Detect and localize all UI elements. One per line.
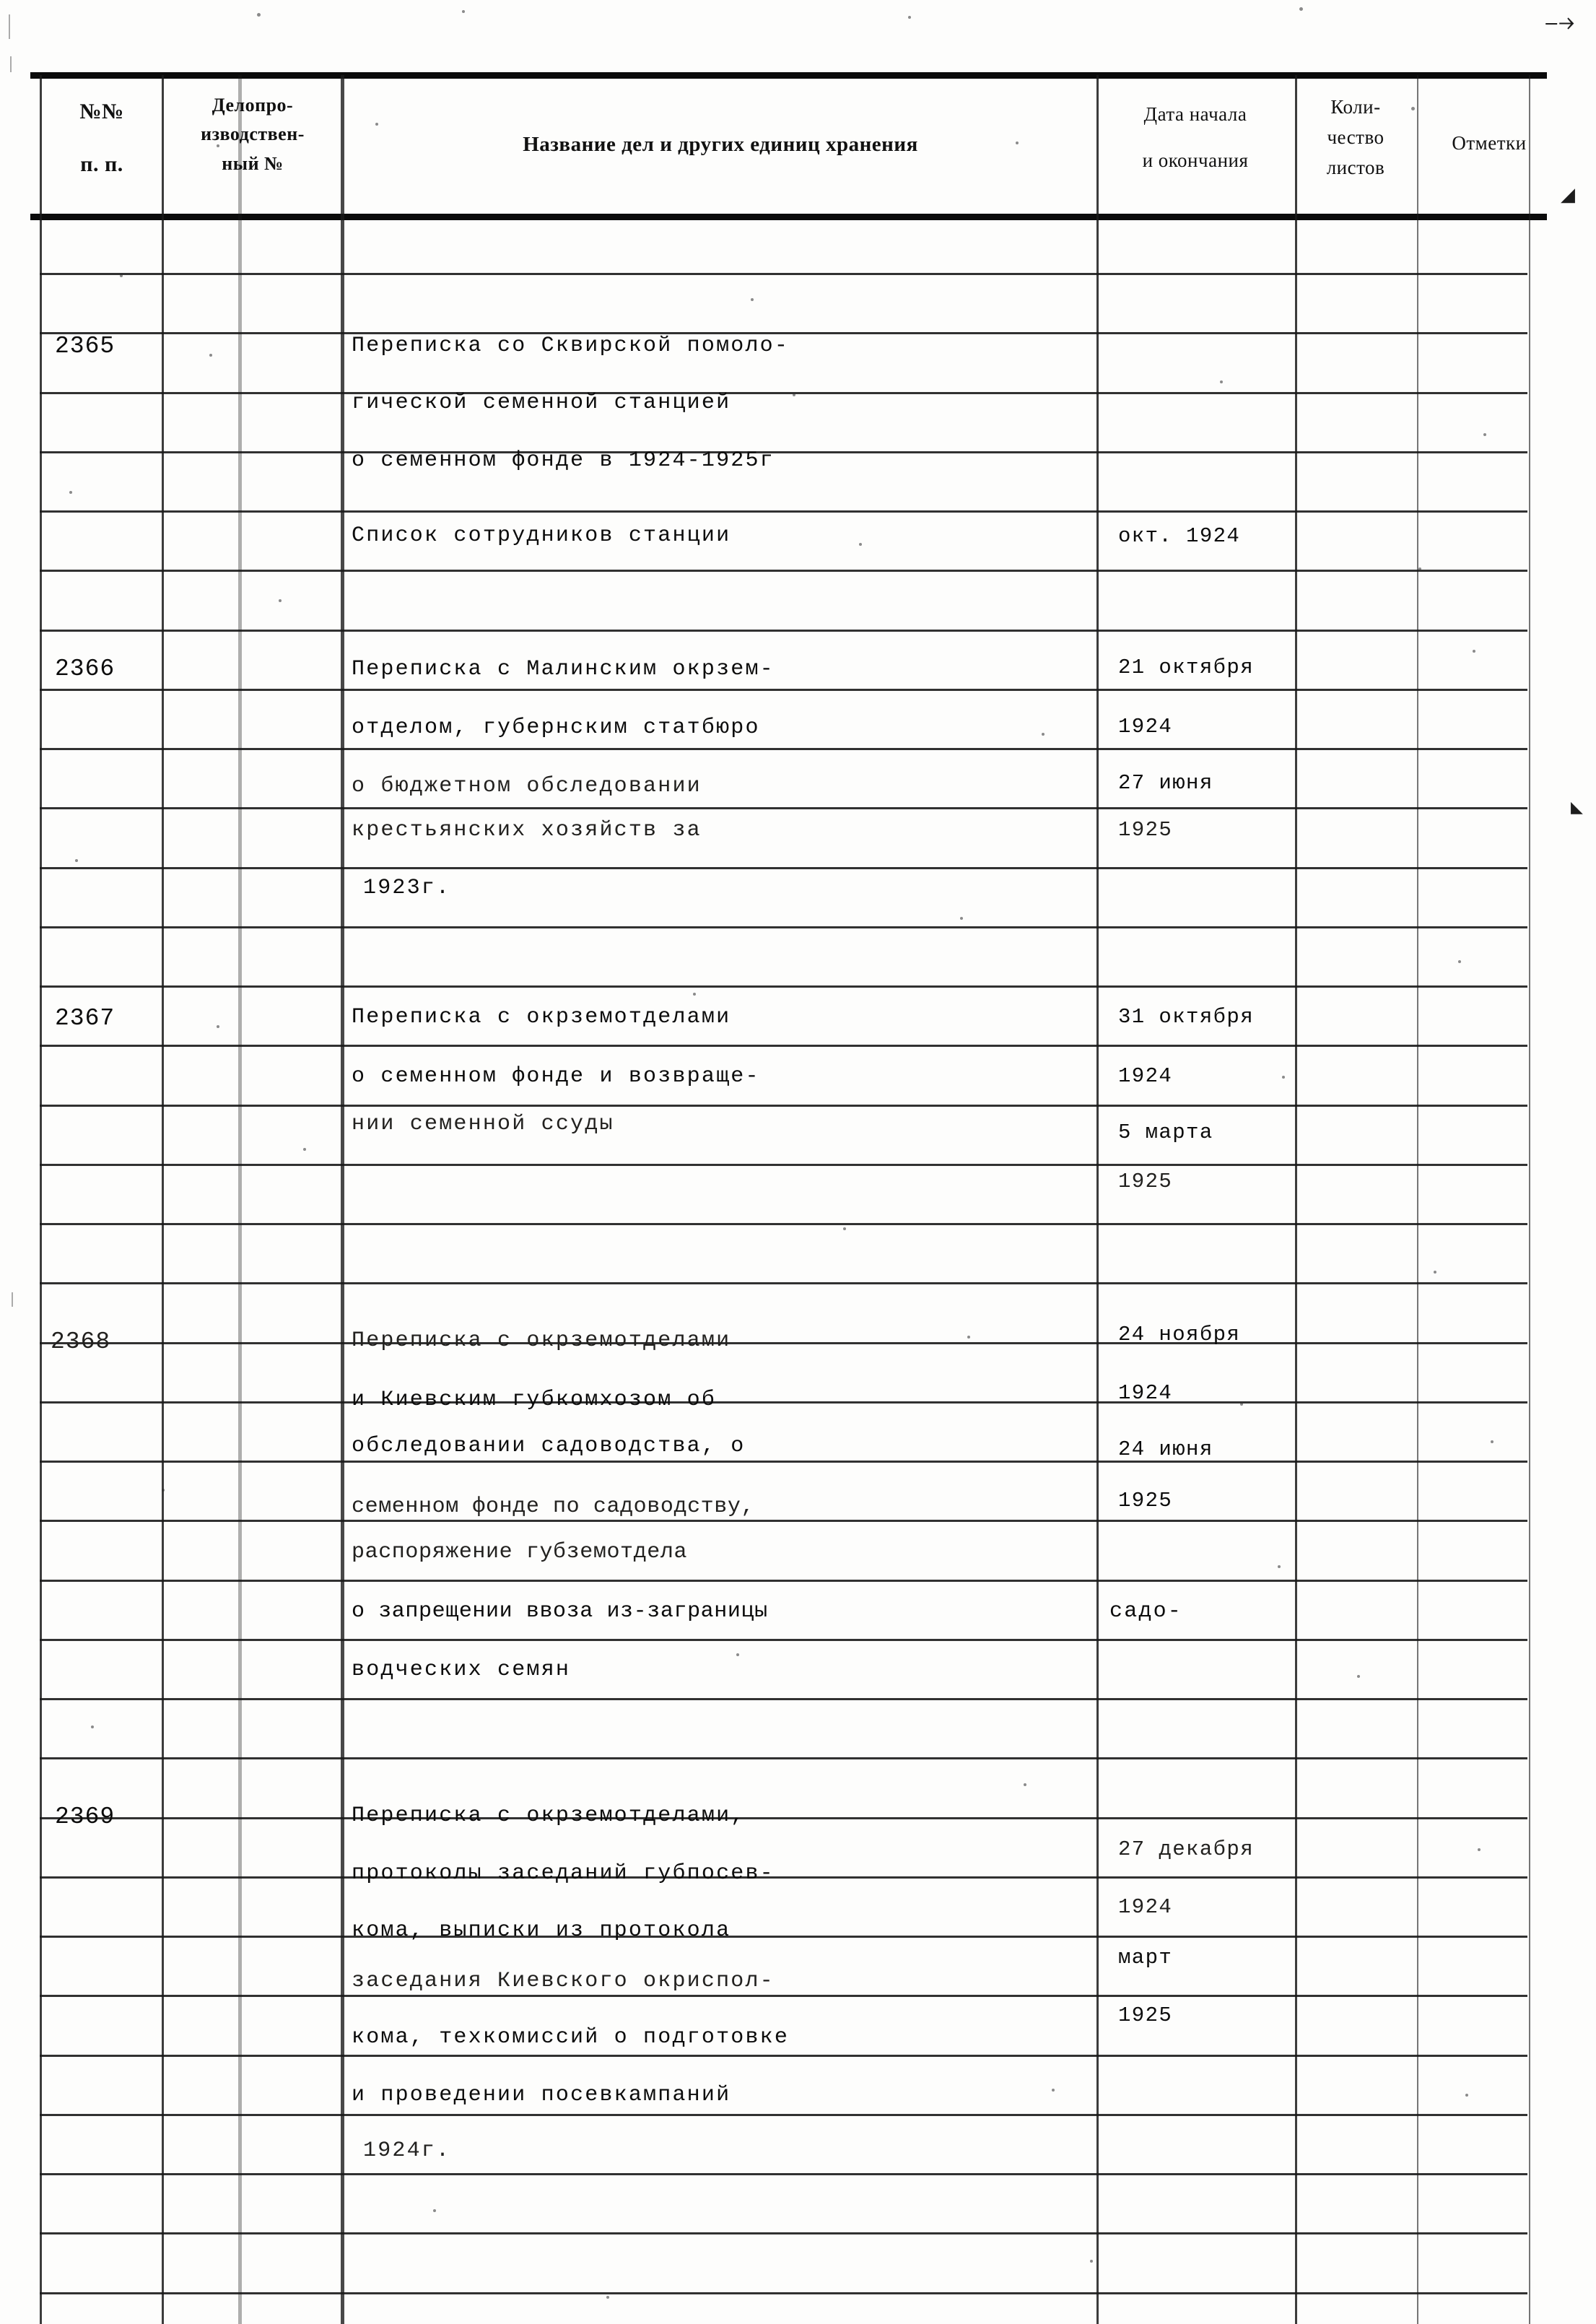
paper-speck bbox=[1465, 2094, 1468, 2097]
paper-speck bbox=[91, 1725, 94, 1728]
margin-tick bbox=[9, 14, 10, 39]
row-title-line: Переписка с окрземотделами, bbox=[352, 1803, 746, 1828]
paper-speck bbox=[859, 543, 862, 546]
row-title-line: заседания Киевского окриспол- bbox=[352, 1969, 775, 1993]
row-title-line: о семенном фонде и возвраще- bbox=[352, 1064, 760, 1089]
column-header-number bbox=[42, 95, 162, 181]
paper-speck bbox=[1458, 960, 1461, 963]
column-border-date bbox=[1096, 75, 1099, 2324]
row-date-line: 5 марта bbox=[1118, 1120, 1213, 1144]
column-border-right bbox=[1529, 75, 1530, 2324]
row-title-line: Переписка с Малинским окрзем- bbox=[352, 657, 775, 682]
column-header-count-line2: чество bbox=[1327, 126, 1384, 148]
edge-scan-mark-2: ◣ bbox=[1571, 798, 1583, 816]
row-date-line: 1925 bbox=[1118, 1170, 1173, 1193]
column-header-number-line2: п. п. bbox=[80, 152, 123, 176]
margin-tick bbox=[12, 1292, 13, 1307]
paper-speck bbox=[843, 1227, 846, 1230]
ruled-line bbox=[40, 2114, 1527, 2116]
column-header-dates bbox=[1100, 100, 1291, 176]
corner-scan-mark: ⤍ bbox=[1545, 5, 1575, 38]
paper-speck bbox=[960, 917, 963, 920]
paper-speck bbox=[75, 859, 78, 862]
row-title-line: и Киевским губкомхозом об bbox=[352, 1388, 717, 1412]
ruled-line bbox=[40, 1223, 1527, 1225]
header-bottom-rule bbox=[30, 214, 1547, 220]
ruled-line bbox=[40, 392, 1527, 394]
row-number: 2366 bbox=[55, 656, 115, 682]
row-number: 2365 bbox=[55, 333, 115, 360]
column-header-sheet-count bbox=[1299, 92, 1412, 183]
paper-speck bbox=[279, 599, 282, 602]
header-top-rule bbox=[30, 72, 1547, 79]
row-date-line: 31 октября bbox=[1118, 1005, 1255, 1029]
column-header-title: Название дел и других единиц хранения bbox=[523, 133, 918, 156]
row-title-line: водческих семян bbox=[352, 1658, 571, 1682]
ruled-line bbox=[40, 1757, 1527, 1759]
margin-tick bbox=[10, 56, 12, 72]
paper-speck bbox=[1483, 433, 1486, 436]
row-title-line: семенном фонде по садоводству, bbox=[352, 1494, 755, 1519]
column-border-number bbox=[162, 75, 164, 2324]
column-header-office-line2: изводствен- bbox=[201, 123, 305, 145]
column-header-count-line3: листов bbox=[1326, 156, 1385, 178]
paper-speck bbox=[257, 13, 261, 17]
row-date-line: 1924 bbox=[1118, 1381, 1173, 1405]
paper-speck bbox=[69, 491, 72, 494]
ruled-line bbox=[40, 2055, 1527, 2057]
row-title-line: о запрещении ввоза из-заграницы bbox=[352, 1599, 768, 1624]
row-title-line: Переписка с окрземотделами bbox=[352, 1005, 731, 1030]
paper-speck bbox=[1042, 733, 1045, 736]
ruled-line bbox=[40, 926, 1527, 928]
row-title-line: обследовании садоводства, о bbox=[352, 1434, 746, 1458]
row-title-line: отделом, губернским статбюро bbox=[352, 715, 760, 740]
row-date-line: 1924 bbox=[1118, 1895, 1173, 1919]
row-date-line: 1925 bbox=[1118, 818, 1173, 842]
column-header-office-number bbox=[166, 91, 339, 178]
ruled-line bbox=[40, 1461, 1527, 1463]
column-header-number-line1: №№ bbox=[79, 100, 124, 123]
ruled-line bbox=[40, 1520, 1527, 1522]
row-date-line: 24 ноября bbox=[1118, 1323, 1241, 1346]
paper-speck bbox=[793, 393, 795, 396]
ruled-line bbox=[40, 1282, 1527, 1284]
row-title-line: о бюджетном обследовании bbox=[352, 774, 702, 798]
paper-speck bbox=[606, 2296, 609, 2299]
row-title-line: Переписка со Сквирской помоло- bbox=[352, 334, 790, 358]
ruled-line bbox=[40, 1105, 1527, 1107]
ruled-line bbox=[40, 689, 1527, 691]
row-date-line: 1924 bbox=[1118, 715, 1173, 739]
row-title-line: гической семенной станцией bbox=[352, 391, 731, 415]
paper-speck bbox=[1220, 380, 1223, 383]
row-date-line: 1925 bbox=[1118, 2003, 1173, 2027]
paper-speck bbox=[1418, 567, 1421, 570]
edge-scan-mark: ◢ bbox=[1561, 184, 1575, 205]
paper-speck bbox=[1491, 1440, 1493, 1443]
ruled-line bbox=[40, 2232, 1527, 2234]
column-border-marks bbox=[1417, 75, 1418, 2324]
paper-speck bbox=[217, 1025, 219, 1028]
ruled-line bbox=[40, 1995, 1527, 1997]
column-header-count-line1: Коли- bbox=[1330, 96, 1381, 118]
ruled-line bbox=[40, 1401, 1527, 1403]
paper-speck bbox=[1478, 1848, 1481, 1851]
row-title-line: нии семенной ссуды bbox=[352, 1112, 614, 1136]
paper-speck bbox=[1090, 2260, 1093, 2263]
ruled-line bbox=[40, 273, 1527, 275]
paper-speck bbox=[908, 16, 911, 19]
row-date-line: окт. 1924 bbox=[1118, 524, 1241, 548]
column-header-dates-line1: Дата начала bbox=[1143, 103, 1247, 125]
ruled-line bbox=[40, 1817, 1527, 1819]
row-title-line: кома, выписки из протокола bbox=[352, 1918, 731, 1943]
row-date-line: 27 июня bbox=[1118, 771, 1213, 795]
ruled-line bbox=[40, 1580, 1527, 1582]
ruled-line bbox=[40, 1936, 1527, 1938]
paper-speck bbox=[1299, 7, 1303, 11]
column-border-title bbox=[341, 75, 344, 2324]
column-header-marks: Отметки bbox=[1452, 132, 1527, 154]
paper-speck bbox=[1052, 2089, 1055, 2092]
ruled-line bbox=[40, 1876, 1527, 1879]
column-header-office-line3: ный № bbox=[222, 152, 284, 174]
paper-speck bbox=[162, 1489, 165, 1492]
ruled-line bbox=[40, 510, 1527, 513]
paper-speck bbox=[736, 1653, 739, 1656]
paper-speck bbox=[433, 2209, 436, 2212]
ruled-line bbox=[40, 2292, 1527, 2294]
paper-speck bbox=[967, 1336, 970, 1339]
row-title-line: о семенном фонде в 1924-1925г bbox=[352, 448, 775, 473]
ruled-line bbox=[40, 748, 1527, 750]
ruled-line bbox=[40, 1045, 1527, 1047]
row-title-line: распоряжение губземотдела bbox=[352, 1540, 688, 1564]
paper-speck bbox=[1357, 1675, 1360, 1678]
ruled-line bbox=[40, 570, 1527, 572]
paper-speck bbox=[751, 298, 754, 301]
paper-speck bbox=[1024, 1783, 1026, 1786]
column-border-left bbox=[40, 75, 42, 2324]
row-title-line: 1923г. bbox=[363, 876, 451, 900]
paper-speck bbox=[375, 123, 378, 126]
paper-speck bbox=[1473, 650, 1475, 653]
paper-speck bbox=[217, 144, 219, 147]
paper-speck bbox=[303, 1148, 306, 1151]
row-number: 2369 bbox=[55, 1803, 115, 1830]
ruled-line bbox=[40, 867, 1527, 869]
ruled-line bbox=[40, 807, 1527, 809]
paper-speck bbox=[1240, 1403, 1243, 1406]
row-title-line: протоколы заседаний губпосев- bbox=[352, 1861, 775, 1886]
column-border-office bbox=[238, 75, 242, 2324]
paper-speck bbox=[1282, 1076, 1285, 1079]
row-date-line: 27 декабря bbox=[1118, 1837, 1255, 1861]
paper-speck bbox=[462, 10, 465, 13]
row-title-line: Переписка с окрземотделами bbox=[352, 1328, 731, 1353]
row-number: 2368 bbox=[51, 1328, 111, 1355]
row-title-line: кома, техкомиссий о подготовке bbox=[352, 2025, 790, 2050]
row-date-line: 1925 bbox=[1118, 1489, 1173, 1513]
column-header-office-line1: Делопро- bbox=[212, 95, 294, 116]
row-date-line: 24 июня bbox=[1118, 1437, 1213, 1461]
paper-speck bbox=[1411, 107, 1415, 110]
ruled-line bbox=[40, 1639, 1527, 1641]
row-title-line: 1924г. bbox=[363, 2138, 451, 2163]
ruled-line bbox=[40, 1342, 1527, 1344]
column-header-dates-line2: и окончания bbox=[1142, 149, 1249, 171]
row-date-line: март bbox=[1118, 1946, 1173, 1970]
ruled-line bbox=[40, 451, 1527, 453]
paper-speck bbox=[1434, 1271, 1436, 1274]
ruled-line bbox=[40, 1164, 1527, 1166]
ruled-line bbox=[40, 630, 1527, 632]
row-date-line: 1924 bbox=[1118, 1064, 1173, 1088]
column-border-count bbox=[1295, 75, 1297, 2324]
paper-speck bbox=[693, 993, 696, 996]
ruled-line bbox=[40, 1698, 1527, 1700]
paper-speck bbox=[120, 274, 123, 277]
paper-speck bbox=[1278, 1565, 1281, 1568]
row-title-overflow: садо- bbox=[1109, 1599, 1183, 1624]
row-number: 2367 bbox=[55, 1005, 115, 1032]
paper-speck bbox=[1016, 142, 1019, 144]
row-title-line: и проведении посевкампаний bbox=[352, 2083, 731, 2107]
row-title-line: крестьянских хозяйств за bbox=[352, 818, 702, 843]
paper-speck bbox=[209, 354, 212, 357]
row-date-line: 21 октября bbox=[1118, 656, 1255, 679]
row-extra-line: Список сотрудников станции bbox=[352, 523, 731, 548]
ruled-line bbox=[40, 985, 1527, 988]
ruled-line bbox=[40, 2173, 1527, 2175]
